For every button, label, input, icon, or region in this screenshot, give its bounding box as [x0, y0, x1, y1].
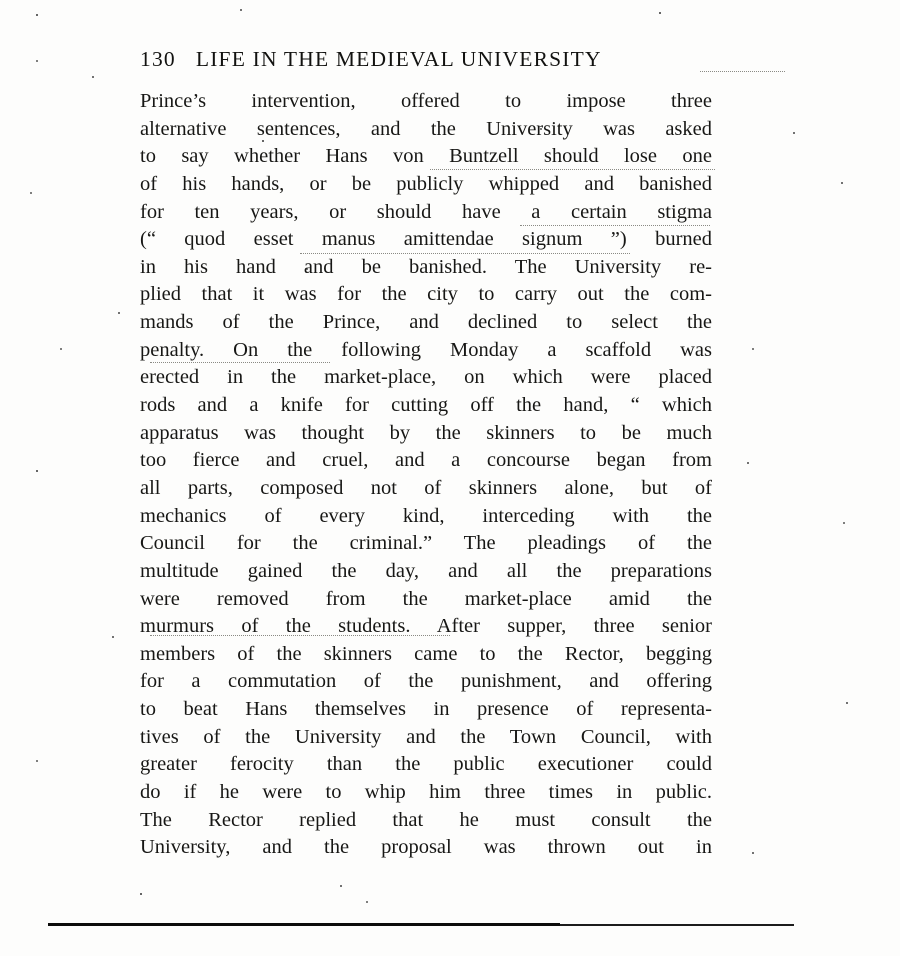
- page-number: 130: [140, 47, 176, 71]
- bottom-rule: [48, 923, 560, 926]
- scan-artifact-dotted: [150, 634, 450, 636]
- text-line: mechanics of every kind, interceding with the: [140, 504, 712, 527]
- running-title: LIFE IN THE MEDIEVAL UNIVERSITY: [195, 47, 602, 71]
- text-line: multitude gained the day, and all the preparations: [140, 559, 712, 582]
- text-line: Prince’s intervention, offered to impose three: [140, 90, 712, 112]
- text-line: tives of the University and the Town Council, with: [140, 725, 712, 748]
- scan-artifact-dotted: [430, 168, 715, 170]
- text-line: rods and a knife for cutting off the hand, “ which: [140, 394, 712, 417]
- text-line: The Rector replied that he must consult the: [140, 808, 712, 831]
- text-line: to beat Hans themselves in presence of representa-: [140, 698, 712, 721]
- page-body-text: [140, 88, 712, 862]
- text-line: Council for the criminal.” The pleadings of the: [140, 532, 712, 555]
- text-line: too fierce and cruel, and a concourse began from: [140, 449, 712, 472]
- bottom-rule: [560, 924, 794, 926]
- text-line: in his hand and be banished. The University re-: [140, 255, 712, 278]
- text-line: (“ quod esset manus amittendae signum ”) burned: [140, 228, 712, 251]
- text-line: University, and the proposal was thrown out in: [140, 836, 712, 859]
- text-line: murmurs of the students. After supper, three senior: [140, 615, 712, 638]
- text-line: apparatus was thought by the skinners to be much: [140, 421, 712, 444]
- text-line: all parts, composed not of skinners alone, but of: [140, 476, 712, 499]
- text-line: plied that it was for the city to carry out the com-: [140, 283, 712, 306]
- text-line: were removed from the market-place amid the: [140, 587, 712, 610]
- text-line: penalty. On the following Monday a scaffold was: [140, 338, 712, 361]
- text-line: erected in the market-place, on which were placed: [140, 366, 712, 389]
- scan-artifact-dotted: [520, 224, 710, 226]
- scan-artifact-dotted: [300, 252, 630, 254]
- text-line: greater ferocity than the public executioner could: [140, 753, 712, 776]
- scan-noise-specks: [0, 0, 2, 2]
- text-line: do if he were to whip him three times in public.: [140, 781, 712, 804]
- text-line: members of the skinners came to the Rector, begging: [140, 642, 712, 665]
- running-header: [140, 47, 714, 72]
- text-line: to say whether Hans von Buntzell should lose one: [140, 145, 712, 168]
- text-line: mands of the Prince, and declined to select the: [140, 311, 712, 334]
- text-line: of his hands, or be publicly whipped and banished: [140, 172, 712, 195]
- scan-artifact-dotted: [700, 70, 785, 72]
- scan-artifact-dotted: [150, 361, 330, 363]
- text-line: for ten years, or should have a certain stigma: [140, 200, 712, 223]
- text-line: for a commutation of the punishment, and offering: [140, 670, 712, 693]
- text-line: alternative sentences, and the University was asked: [140, 117, 712, 140]
